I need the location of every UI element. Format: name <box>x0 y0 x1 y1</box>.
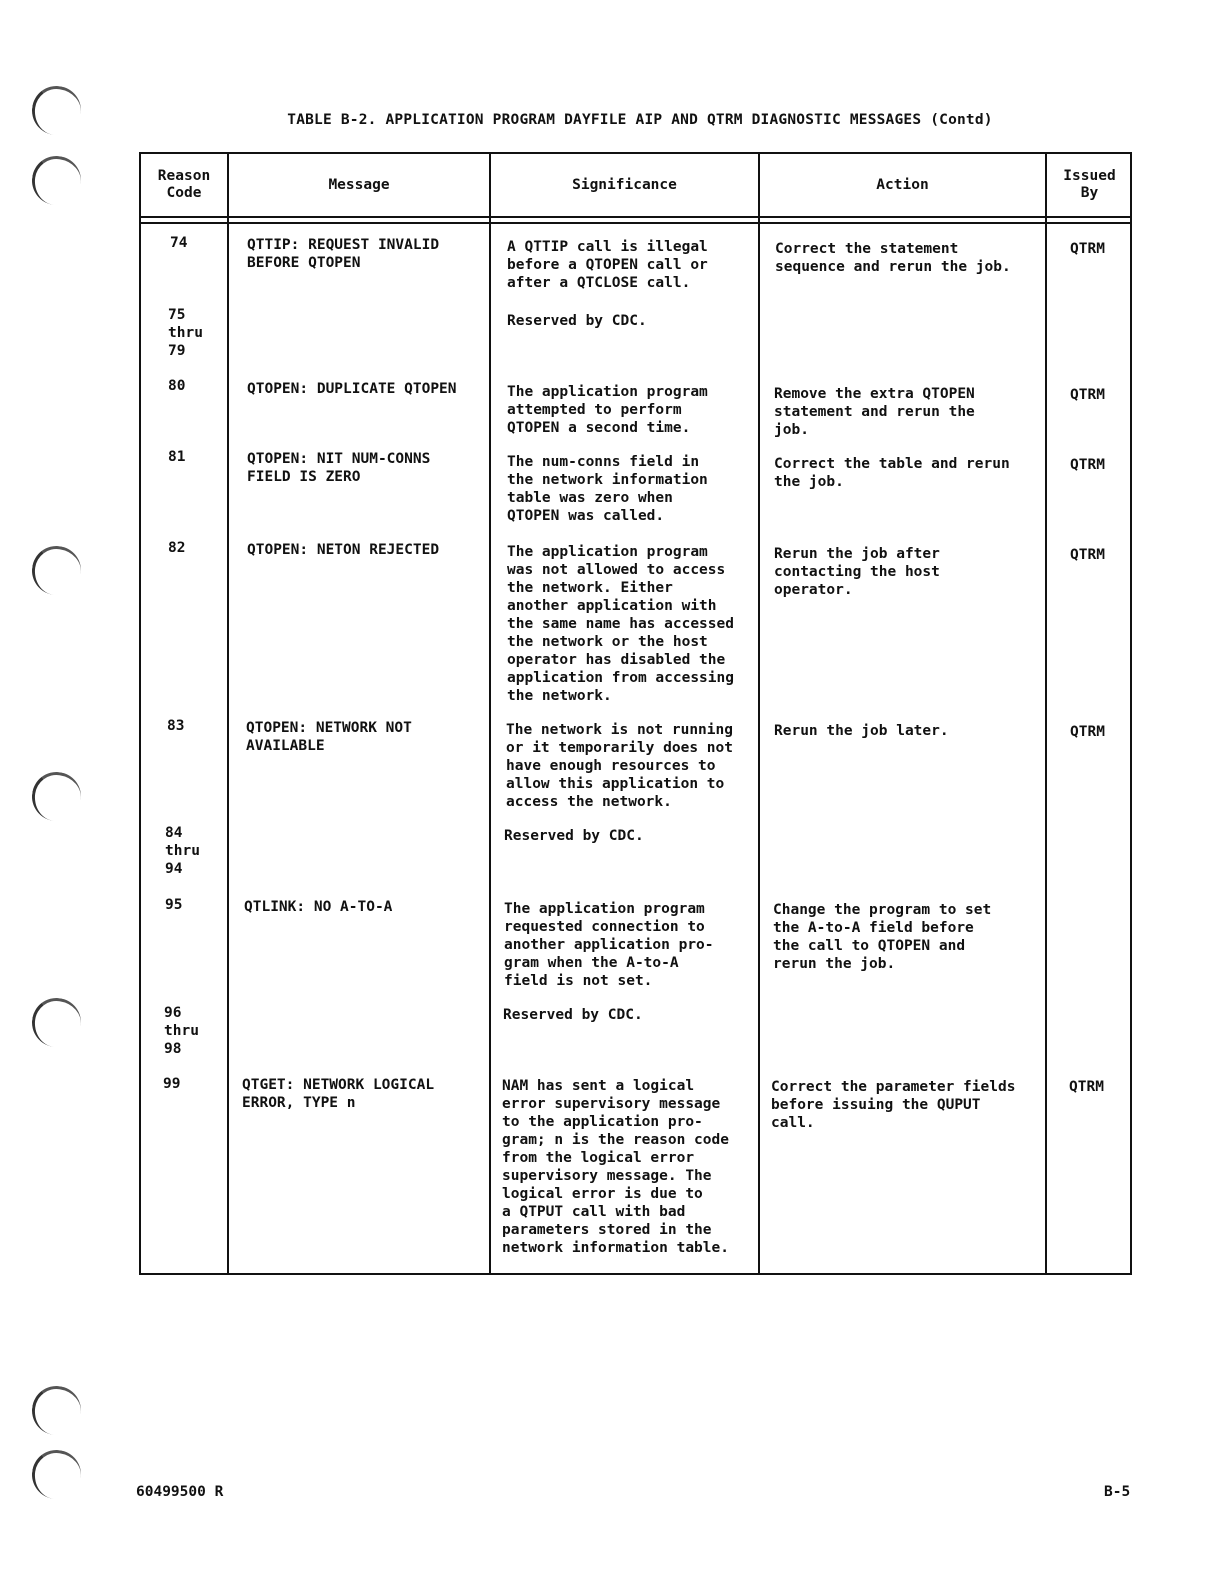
row-significance: The num-conns field in the network information table was zero when QTOPEN was called. <box>507 454 708 524</box>
column-divider <box>758 154 760 1273</box>
row-significance: Reserved by CDC. <box>507 313 647 329</box>
row-reason-code: 83 <box>167 718 185 734</box>
row-significance: The application program was not allowed to access the network. Either another application with the same name has accessed the network or the host operator has disabled the application from accessing the network. <box>507 544 734 704</box>
row-reason-code: 82 <box>168 540 186 556</box>
binder-hole <box>29 153 84 208</box>
row-issued-by: QTRM <box>1069 1079 1104 1095</box>
row-significance: The application program attempted to perform QTOPEN a second time. <box>507 384 708 436</box>
row-reason-code: 99 <box>163 1076 181 1092</box>
row-action: Correct the parameter fields before issuing the QUPUT call. <box>771 1079 1016 1131</box>
row-message: QTLINK: NO A-TO-A <box>244 899 393 915</box>
row-reason-code: 74 <box>170 235 188 251</box>
binder-hole <box>29 83 84 138</box>
row-significance: NAM has sent a logical error supervisory message to the application pro- gram; n is the reason code from the logical error supervisory message. The logical error is due to a QTPUT call with bad parameters stored in the network information table. <box>502 1078 729 1256</box>
row-action: Correct the statement sequence and rerun the job. <box>775 241 1011 275</box>
binder-hole <box>29 1383 84 1438</box>
page-number: B-5 <box>1104 1484 1131 1500</box>
row-significance: A QTTIP call is illegal before a QTOPEN call or after a QTCLOSE call. <box>507 239 708 291</box>
row-significance: The network is not running or it temporarily does not have enough resources to allow this application to access the network. <box>506 722 733 810</box>
table-title: TABLE B-2. APPLICATION PROGRAM DAYFILE AIP AND QTRM DIAGNOSTIC MESSAGES (Contd) <box>287 112 993 128</box>
column-divider <box>227 154 229 1273</box>
row-message: QTGET: NETWORK LOGICAL ERROR, TYPE n <box>242 1077 435 1111</box>
row-issued-by: QTRM <box>1070 457 1105 473</box>
row-reason-code: 84 thru 94 <box>165 825 200 877</box>
row-message: QTOPEN: NETON REJECTED <box>247 542 440 558</box>
header-rule <box>141 222 1130 224</box>
row-message: QTOPEN: NIT NUM-CONNS FIELD IS ZERO <box>247 451 431 485</box>
binder-hole <box>29 995 84 1050</box>
row-reason-code: 75 thru 79 <box>168 307 203 359</box>
row-message: QTOPEN: DUPLICATE QTOPEN <box>247 381 457 397</box>
header-reason-code: Reason Code <box>157 168 211 201</box>
row-action: Rerun the job after contacting the host operator. <box>774 546 940 598</box>
row-significance: Reserved by CDC. <box>503 1007 643 1023</box>
header-significance: Significance <box>572 176 677 193</box>
binder-hole <box>29 1447 84 1502</box>
binder-hole <box>29 543 84 598</box>
header-rule <box>141 216 1130 218</box>
row-action: Change the program to set the A-to-A field before the call to QTOPEN and rerun the job. <box>773 902 992 972</box>
binder-hole <box>29 769 84 824</box>
header-message: Message <box>328 176 390 193</box>
row-message: QTOPEN: NETWORK NOT AVAILABLE <box>246 720 412 754</box>
row-issued-by: QTRM <box>1070 241 1105 257</box>
header-action: Action <box>876 176 929 193</box>
row-issued-by: QTRM <box>1070 724 1105 740</box>
document-number: 60499500 R <box>136 1484 224 1500</box>
row-message: QTTIP: REQUEST INVALID BEFORE QTOPEN <box>247 237 440 271</box>
diagnostic-messages-table <box>139 152 1132 1275</box>
row-significance: Reserved by CDC. <box>504 828 644 844</box>
row-reason-code: 95 <box>165 897 183 913</box>
row-action: Rerun the job later. <box>774 723 949 739</box>
row-reason-code: 96 thru 98 <box>164 1005 199 1057</box>
column-divider <box>1045 154 1047 1273</box>
row-reason-code: 81 <box>168 449 186 465</box>
row-action: Remove the extra QTOPEN statement and rerun the job. <box>774 386 975 438</box>
row-reason-code: 80 <box>168 378 186 394</box>
row-issued-by: QTRM <box>1070 547 1105 563</box>
header-issued-by: Issued By <box>1063 168 1116 201</box>
row-significance: The application program requested connection to another application pro- gram when the A-to-A field is not set. <box>504 901 714 989</box>
row-issued-by: QTRM <box>1070 387 1105 403</box>
column-divider <box>489 154 491 1273</box>
row-action: Correct the table and rerun the job. <box>774 456 1010 490</box>
